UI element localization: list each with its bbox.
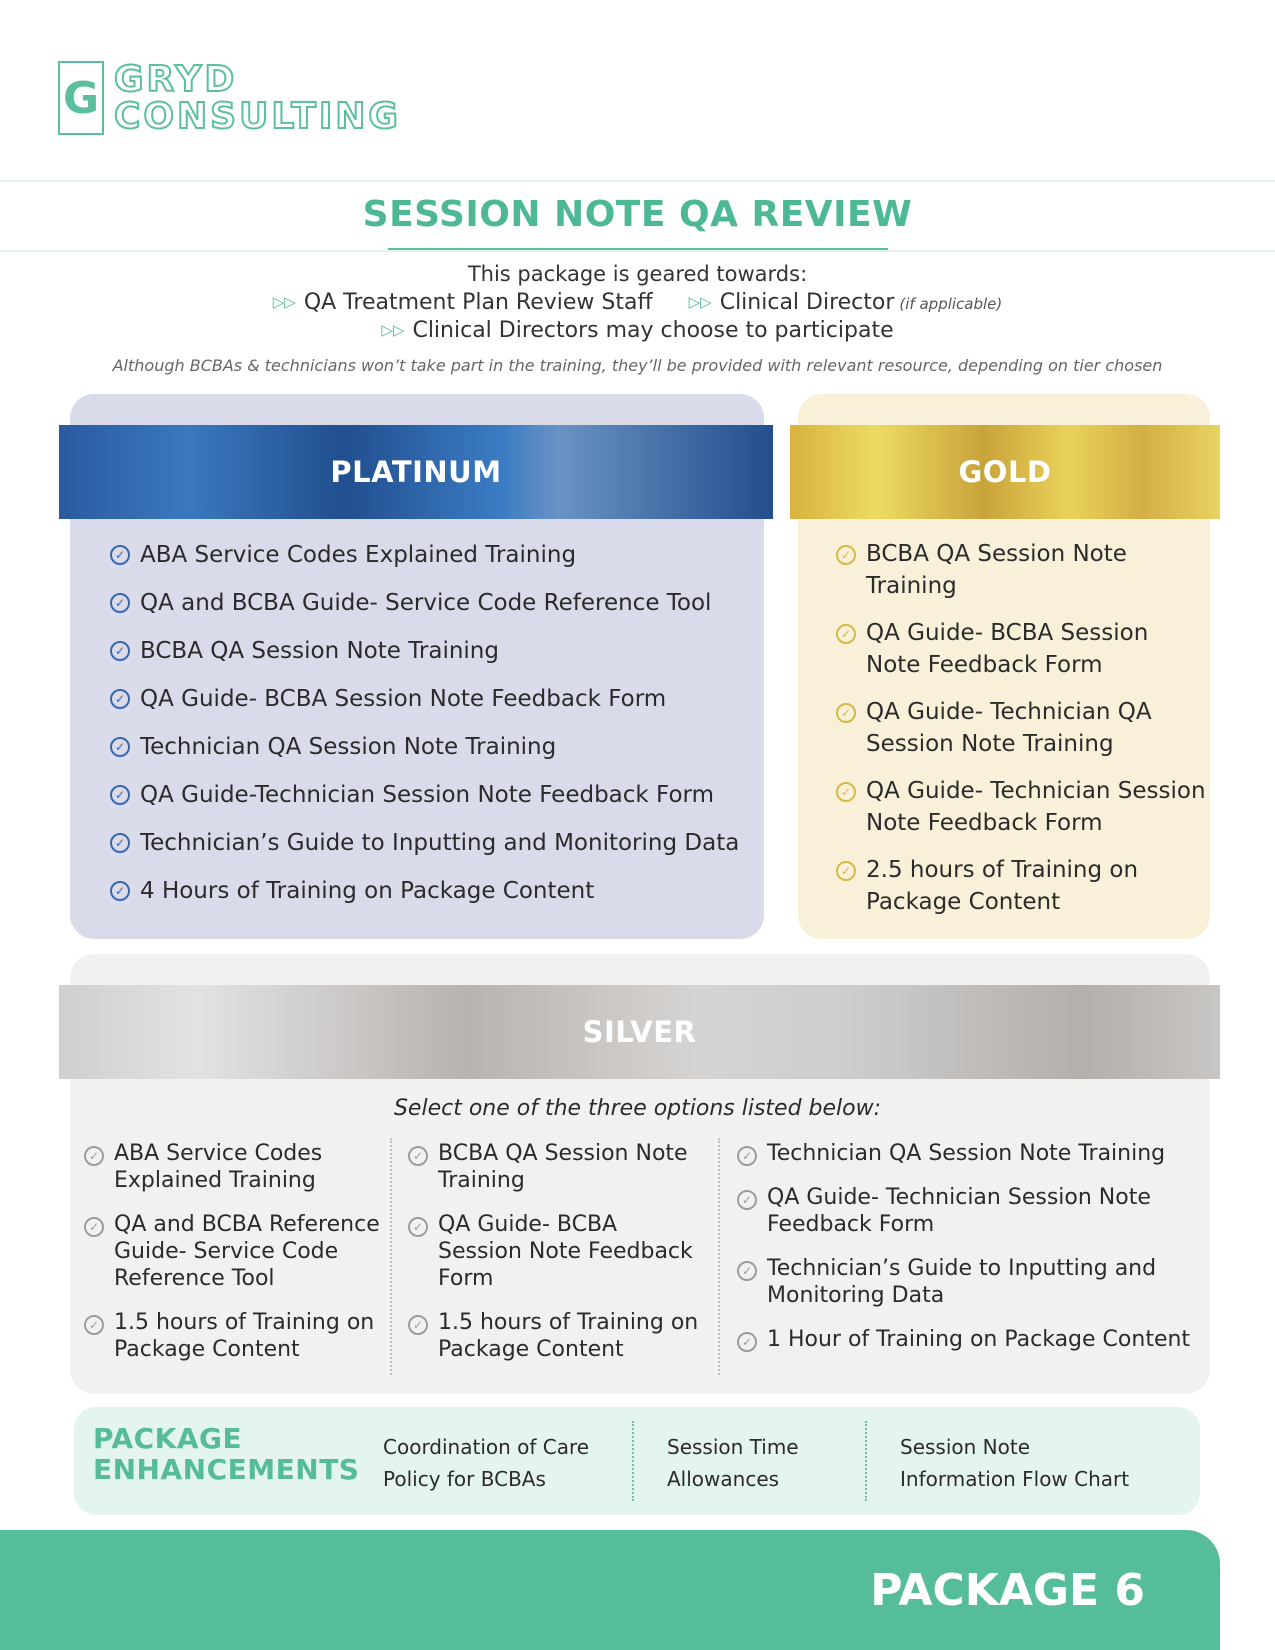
gold-item: ✓ QA Guide- Technician QA Session Note Training (836, 696, 1208, 760)
enhancement-divider (865, 1421, 867, 1501)
gold-item: ✓ QA Guide- Technician Session Note Feedback Form (836, 775, 1208, 839)
gold-items (836, 538, 1208, 933)
check-circle-icon: ✓ (84, 1315, 104, 1335)
package-label: PACKAGE 6 (870, 1565, 1145, 1616)
audience-row-2 (0, 318, 1275, 343)
platinum-item: ✓ ABA Service Codes Explained Training (110, 538, 760, 586)
check-circle-icon: ✓ (836, 545, 856, 565)
check-circle-icon: ✓ (110, 641, 130, 661)
platinum-item: ✓ Technician QA Session Note Training (110, 730, 760, 778)
check-circle-icon: ✓ (110, 737, 130, 757)
enhancement-information-flow-chart: Session Note Information Flow Chart (900, 1435, 1130, 1491)
check-circle-icon: ✓ (110, 881, 130, 901)
check-circle-icon: ✓ (836, 782, 856, 802)
silver-instruction: Select one of the three options listed below: (393, 1096, 882, 1121)
audience-footnote: Although BCBAs & technicians won’t take part in the training, they’ll be provided with relevant resource, depending on tier chosen (112, 356, 1163, 375)
logo-mark (58, 61, 104, 135)
check-circle-icon: ✓ (110, 833, 130, 853)
platinum-item: ✓ QA Guide- BCBA Session Note Feedback Form (110, 682, 760, 730)
audience-intro: This package is geared towards: (467, 262, 808, 286)
enhancement-divider (632, 1421, 634, 1501)
silver-option-item: ✓ QA and BCBA Reference Guide- Service Code Reference Tool (84, 1211, 384, 1292)
check-circle-icon: ✓ (408, 1315, 428, 1335)
silver-option-2 (408, 1140, 708, 1380)
enhancement-session-time-allowances: Session Time Allowances (667, 1435, 799, 1491)
package-enhancements-title: PACKAGE ENHANCEMENTS (93, 1422, 360, 1486)
check-circle-icon: ✓ (737, 1261, 757, 1281)
silver-option-item: ✓ 1.5 hours of Training on Package Content (408, 1309, 708, 1363)
check-circle-icon: ✓ (737, 1190, 757, 1210)
silver-option-3 (737, 1140, 1197, 1370)
silver-label: SILVER (582, 1015, 697, 1049)
silver-option-item: ✓ Technician’s Guide to Inputting and Monitoring Data (737, 1255, 1197, 1309)
audience-row-1 (0, 290, 1275, 315)
logo-wordmark (114, 61, 401, 135)
gold-banner (790, 425, 1220, 519)
if-applicable-note: (if applicable) (899, 295, 1003, 313)
silver-option-item: ✓ Technician QA Session Note Training (737, 1140, 1197, 1167)
platinum-item: ✓ Technician’s Guide to Inputting and Monitoring Data (110, 826, 760, 874)
check-circle-icon: ✓ (836, 624, 856, 644)
double-arrow-icon: ▷▷ (272, 293, 296, 311)
double-arrow-icon: ▷▷ (688, 293, 712, 311)
silver-option-1 (84, 1140, 384, 1380)
platinum-banner (59, 425, 773, 519)
gold-label: GOLD (958, 455, 1052, 489)
check-circle-icon: ✓ (737, 1146, 757, 1166)
silver-option-item: ✓ QA Guide- Technician Session Note Feedback Form (737, 1184, 1197, 1238)
gold-item: ✓ QA Guide- BCBA Session Note Feedback Form (836, 617, 1208, 681)
logo-letter: G (62, 72, 100, 124)
logo-line-1: GRYD (114, 59, 238, 100)
gold-item: ✓ BCBA QA Session Note Training (836, 538, 1208, 602)
platinum-label: PLATINUM (330, 455, 502, 489)
check-circle-icon: ✓ (84, 1217, 104, 1237)
silver-option-item: ✓ QA Guide- BCBA Session Note Feedback Form (408, 1211, 708, 1292)
enhancement-coordination-of-care: Coordination of Care Policy for BCBAs (383, 1435, 590, 1491)
page-title: SESSION NOTE QA REVIEW (362, 194, 913, 235)
platinum-item: ✓ BCBA QA Session Note Training (110, 634, 760, 682)
check-circle-icon: ✓ (110, 545, 130, 565)
gryd-consulting-logo (58, 60, 401, 136)
silver-option-item: ✓ ABA Service Codes Explained Training (84, 1140, 384, 1194)
audience-item-clinical-director: Clinical Director (719, 290, 895, 315)
silver-option-item: ✓ 1.5 hours of Training on Package Content (84, 1309, 384, 1363)
gold-item: ✓ 2.5 hours of Training on Package Content (836, 854, 1208, 918)
check-circle-icon: ✓ (836, 861, 856, 881)
platinum-item: ✓ QA Guide-Technician Session Note Feedback Form (110, 778, 760, 826)
logo-line-2: CONSULTING (114, 96, 401, 137)
platinum-item: ✓ QA and BCBA Guide- Service Code Reference Tool (110, 586, 760, 634)
audience-item-qa-staff: QA Treatment Plan Review Staff (303, 290, 653, 315)
check-circle-icon: ✓ (408, 1146, 428, 1166)
silver-option-item: ✓ BCBA QA Session Note Training (408, 1140, 708, 1194)
silver-banner (59, 985, 1220, 1079)
silver-option-item: ✓ 1 Hour of Training on Package Content (737, 1326, 1197, 1353)
double-arrow-icon: ▷▷ (381, 321, 405, 339)
check-circle-icon: ✓ (110, 689, 130, 709)
platinum-items (110, 538, 760, 922)
check-circle-icon: ✓ (737, 1332, 757, 1352)
platinum-item: ✓ 4 Hours of Training on Package Content (110, 874, 760, 922)
silver-column-divider (718, 1138, 720, 1375)
check-circle-icon: ✓ (110, 785, 130, 805)
check-circle-icon: ✓ (408, 1217, 428, 1237)
check-circle-icon: ✓ (84, 1146, 104, 1166)
silver-column-divider (390, 1138, 392, 1375)
check-circle-icon: ✓ (836, 703, 856, 723)
title-underline (388, 248, 888, 250)
audience-item-clinical-directors-optional: Clinical Directors may choose to participate (412, 318, 894, 343)
check-circle-icon: ✓ (110, 593, 130, 613)
